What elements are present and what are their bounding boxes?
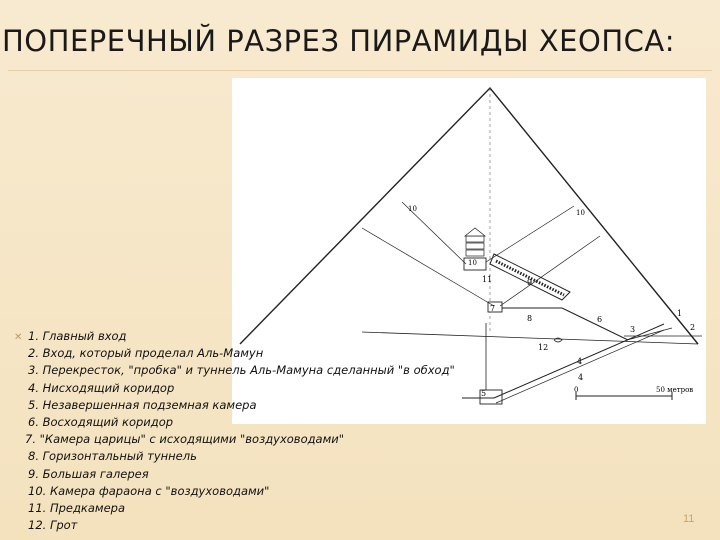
legend-item: 1. Главный вход [28, 329, 127, 343]
relieving-chamber-3 [466, 236, 484, 242]
label-10-a: 10 [408, 205, 417, 213]
label-9: 9 [527, 278, 533, 287]
label-6: 6 [597, 315, 603, 324]
legend-list [25, 328, 488, 534]
legend-item: 4. Нисходящий коридор [28, 380, 175, 395]
label-10-c: 10 [468, 259, 477, 267]
label-4b: 4 [578, 373, 584, 382]
label-1: 1 [677, 309, 683, 318]
ascending-corridor [562, 308, 628, 340]
relieving-gable [465, 228, 485, 236]
legend-item: 5. Незавершенная подземная камера [28, 397, 257, 412]
scale-bar-start: 0 [574, 386, 579, 394]
legend-item: 2. Вход, который проделал Аль-Мамун [28, 346, 264, 361]
slide-title: ПОПЕРЕЧНЫЙ РАЗРЕЗ ПИРАМИДЫ ХЕОПСА: [2, 24, 675, 58]
legend-item: 8. Горизонтальный туннель [28, 449, 197, 464]
relieving-chamber-2 [466, 243, 484, 249]
legend-item: 11. Предкамера [28, 501, 126, 516]
legend-item: 6. Восходящий коридор [28, 415, 174, 430]
legend-item: 12. Грот [28, 518, 78, 533]
legend-item: 10. Камера фараона с "воздуховодами" [28, 483, 270, 498]
title-divider [8, 70, 712, 71]
label-4: 4 [577, 357, 583, 366]
label-7: 7 [490, 304, 496, 313]
label-12: 12 [538, 343, 549, 352]
page-number: 11 [683, 513, 695, 525]
scale-bar-end: 50 метров [656, 386, 694, 394]
label-3: 3 [630, 325, 636, 334]
label-2: 2 [690, 323, 696, 332]
legend-item: 3. Перекресток, "пробка" и туннель Аль-Мамуна сделанный "в обход" [28, 363, 455, 378]
descending-corridor-wall [496, 330, 664, 403]
bullet-marker: ✕ [14, 332, 23, 343]
relieving-chamber-1 [466, 250, 484, 256]
label-11: 11 [482, 275, 493, 284]
legend-item: 9. Большая галерея [28, 466, 149, 481]
label-10-b: 10 [576, 209, 585, 217]
pyramid-outline [240, 88, 698, 344]
label-5: 5 [481, 389, 487, 398]
label-8: 8 [527, 314, 533, 323]
legend-item: 7. "Камера царицы" с исходящими "воздуховодами" [25, 432, 345, 447]
kings-shaft-north [486, 206, 574, 262]
